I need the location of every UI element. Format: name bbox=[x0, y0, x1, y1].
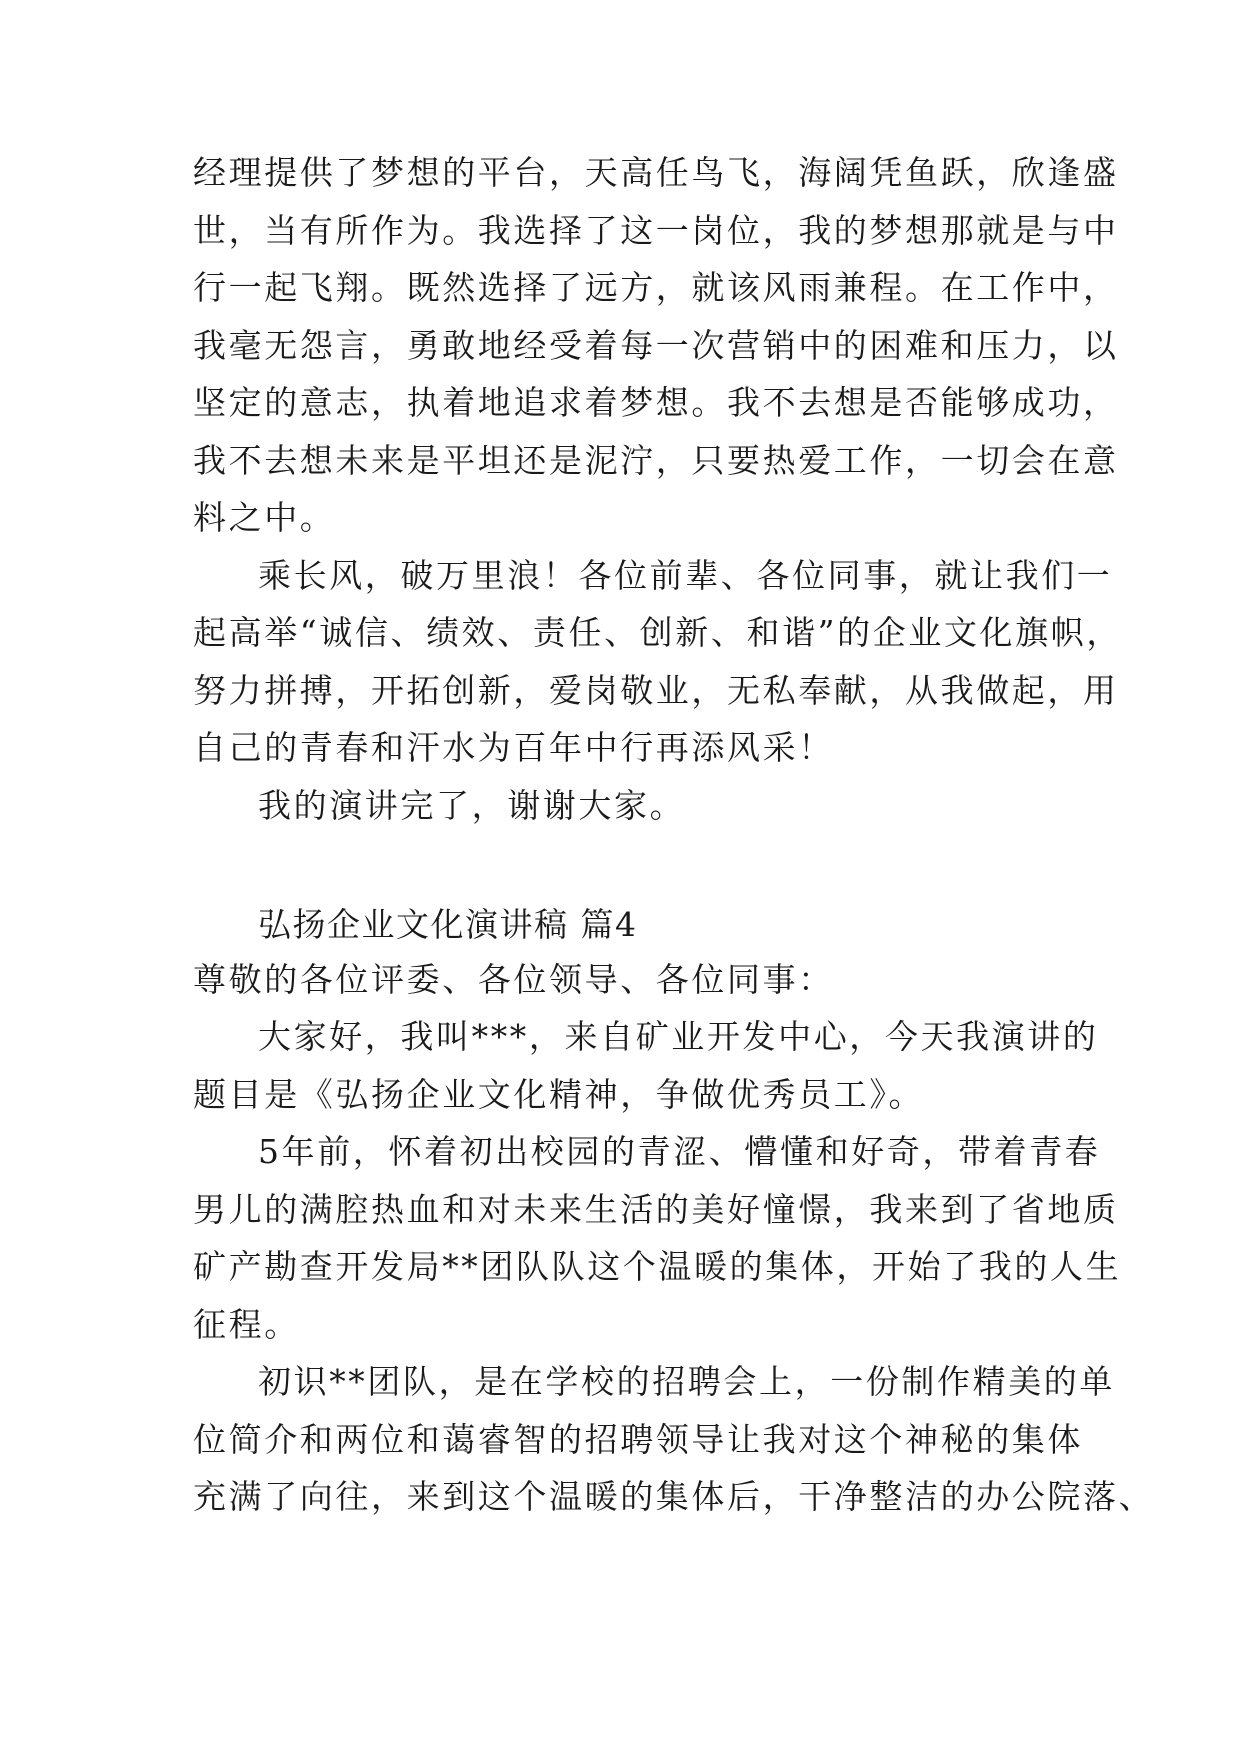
text-line: 我毫无怨言，勇敢地经受着每一次营销中的困难和压力，以 bbox=[193, 326, 1119, 365]
text-line: 位简介和两位和蔼睿智的招聘领导让我对这个神秘的集体 bbox=[193, 1420, 1083, 1459]
text-line: 起高举“诚信、绩效、责任、创新、和谐”的企业文化旗帜， bbox=[193, 613, 1122, 652]
section-heading: 弘扬企业文化演讲稿 篇4 bbox=[258, 905, 638, 944]
text-line: 经理提供了梦想的平台，天高任鸟飞，海阔凭鱼跃，欣逢盛 bbox=[193, 153, 1119, 192]
text-line: 男儿的满腔热血和对未来生活的美好憧憬，我来到了省地质 bbox=[193, 1190, 1119, 1229]
text-line: 自己的青春和汗水为百年中行再添风采！ bbox=[193, 728, 834, 767]
text-line: 乘长风，破万里浪！各位前辈、各位同事，就让我们一 bbox=[258, 556, 1113, 595]
text-line: 大家好，我叫***，来自矿业开发中心，今天我演讲的 bbox=[258, 1017, 1099, 1056]
text-line: 矿产勘查开发局**团队队这个温暖的集体，开始了我的人生 bbox=[193, 1247, 1122, 1286]
text-line: 题目是《弘扬企业文化精神，争做优秀员工》。 bbox=[193, 1075, 925, 1114]
text-line: 初识**团队，是在学校的招聘会上，一份制作精美的单 bbox=[258, 1362, 1115, 1401]
text-line: 世，当有所作为。我选择了这一岗位，我的梦想那就是与中 bbox=[193, 211, 1119, 250]
text-line: 努力拼搏，开拓创新，爱岗敬业，无私奉献，从我做起，用 bbox=[193, 671, 1119, 710]
text-line: 征程。 bbox=[193, 1305, 300, 1344]
text-line: 行一起飞翔。既然选择了远方，就该风雨兼程。在工作中， bbox=[193, 268, 1119, 307]
text-line: 我的演讲完了，谢谢大家。 bbox=[258, 786, 686, 825]
text-line: 充满了向往，来到这个温暖的集体后，干净整洁的办公院落、 bbox=[193, 1477, 1155, 1516]
text-line: 5年前，怀着初出校园的青涩、懵懂和好奇，带着青春 bbox=[258, 1132, 1101, 1171]
text-line: 料之中。 bbox=[193, 498, 336, 537]
text-line: 我不去想未来是平坦还是泥泞，只要热爱工作，一切会在意 bbox=[193, 441, 1119, 480]
text-line: 坚定的意志，执着地追求着梦想。我不去想是否能够成功， bbox=[193, 383, 1119, 422]
salutation: 尊敬的各位评委、各位领导、各位同事： bbox=[193, 960, 834, 999]
